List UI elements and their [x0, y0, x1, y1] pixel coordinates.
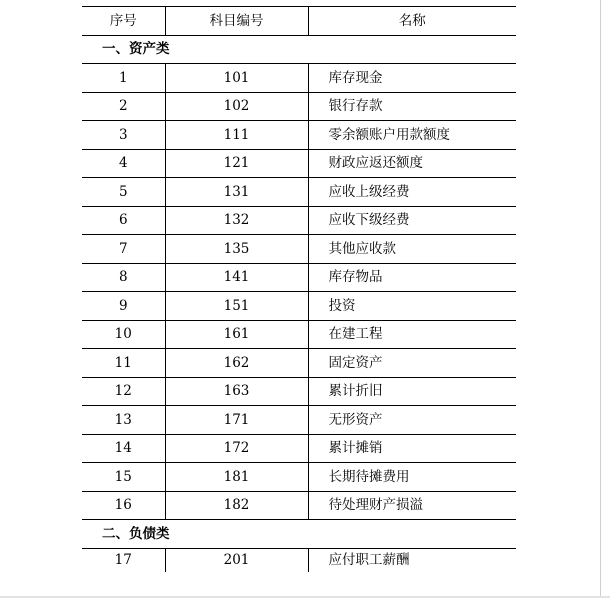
- cell-name: 固定资产: [308, 349, 516, 378]
- cell-name: 在建工程: [308, 320, 516, 349]
- section-title: 一、资产类: [82, 35, 516, 64]
- cell-seq: 9: [82, 292, 165, 321]
- cell-seq: 14: [82, 434, 165, 463]
- cell-seq: 10: [82, 320, 165, 349]
- table-row: [82, 406, 516, 435]
- cell-name: 库存物品: [308, 263, 516, 292]
- cell-code: 101: [165, 64, 308, 93]
- section-row: [82, 35, 516, 64]
- table-row: [82, 235, 516, 264]
- table-row: [82, 149, 516, 178]
- cell-name: 应付职工薪酬: [308, 548, 516, 572]
- cell-code: 182: [165, 491, 308, 520]
- table-row: [82, 292, 516, 321]
- cell-seq: 2: [82, 92, 165, 121]
- cell-code: 162: [165, 349, 308, 378]
- cell-code: 172: [165, 434, 308, 463]
- cell-name: 财政应返还额度: [308, 149, 516, 178]
- cell-code: 171: [165, 406, 308, 435]
- table-row: [82, 463, 516, 492]
- table-row: [82, 434, 516, 463]
- header-seq: 序号: [82, 7, 165, 36]
- cell-code: 131: [165, 178, 308, 207]
- table-row: [82, 206, 516, 235]
- cell-code: 161: [165, 320, 308, 349]
- cell-seq: 8: [82, 263, 165, 292]
- cell-seq: 3: [82, 121, 165, 150]
- page-right-edge: [600, 0, 601, 598]
- cell-seq: 6: [82, 206, 165, 235]
- cell-name: 无形资产: [308, 406, 516, 435]
- table-row: [82, 64, 516, 93]
- cell-name: 长期待摊费用: [308, 463, 516, 492]
- table-row: [82, 491, 516, 520]
- cell-seq: 13: [82, 406, 165, 435]
- table-row: [82, 548, 516, 572]
- table-row: [82, 121, 516, 150]
- cell-seq: 1: [82, 64, 165, 93]
- cell-code: 163: [165, 377, 308, 406]
- table-row: [82, 320, 516, 349]
- cell-name: 累计折旧: [308, 377, 516, 406]
- cell-name: 银行存款: [308, 92, 516, 121]
- cell-code: 111: [165, 121, 308, 150]
- table-body: [82, 35, 516, 572]
- header-code: 科目编号: [165, 7, 308, 36]
- table-row: [82, 178, 516, 207]
- cell-name: 应收上级经费: [308, 178, 516, 207]
- cell-code: 181: [165, 463, 308, 492]
- cell-seq: 16: [82, 491, 165, 520]
- cell-seq: 11: [82, 349, 165, 378]
- cell-code: 135: [165, 235, 308, 264]
- cell-seq: 12: [82, 377, 165, 406]
- cell-code: 151: [165, 292, 308, 321]
- cell-name: 应收下级经费: [308, 206, 516, 235]
- table-row: [82, 349, 516, 378]
- section-row: [82, 520, 516, 549]
- cell-seq: 5: [82, 178, 165, 207]
- cell-name: 待处理财产损溢: [308, 491, 516, 520]
- accounts-table: [82, 6, 516, 572]
- cell-code: 102: [165, 92, 308, 121]
- cell-code: 121: [165, 149, 308, 178]
- cell-seq: 15: [82, 463, 165, 492]
- section-title: 二、负债类: [82, 520, 516, 549]
- cell-name: 其他应收款: [308, 235, 516, 264]
- cell-name: 零余额账户用款额度: [308, 121, 516, 150]
- cell-seq: 17: [82, 548, 165, 572]
- cell-seq: 4: [82, 149, 165, 178]
- cell-code: 141: [165, 263, 308, 292]
- header-name: 名称: [308, 7, 516, 36]
- cell-name: 库存现金: [308, 64, 516, 93]
- cell-name: 累计摊销: [308, 434, 516, 463]
- table-header-row: [82, 7, 516, 36]
- cell-code: 201: [165, 548, 308, 572]
- cell-name: 投资: [308, 292, 516, 321]
- cell-seq: 7: [82, 235, 165, 264]
- table-row: [82, 377, 516, 406]
- table-row: [82, 92, 516, 121]
- table-row: [82, 263, 516, 292]
- cell-code: 132: [165, 206, 308, 235]
